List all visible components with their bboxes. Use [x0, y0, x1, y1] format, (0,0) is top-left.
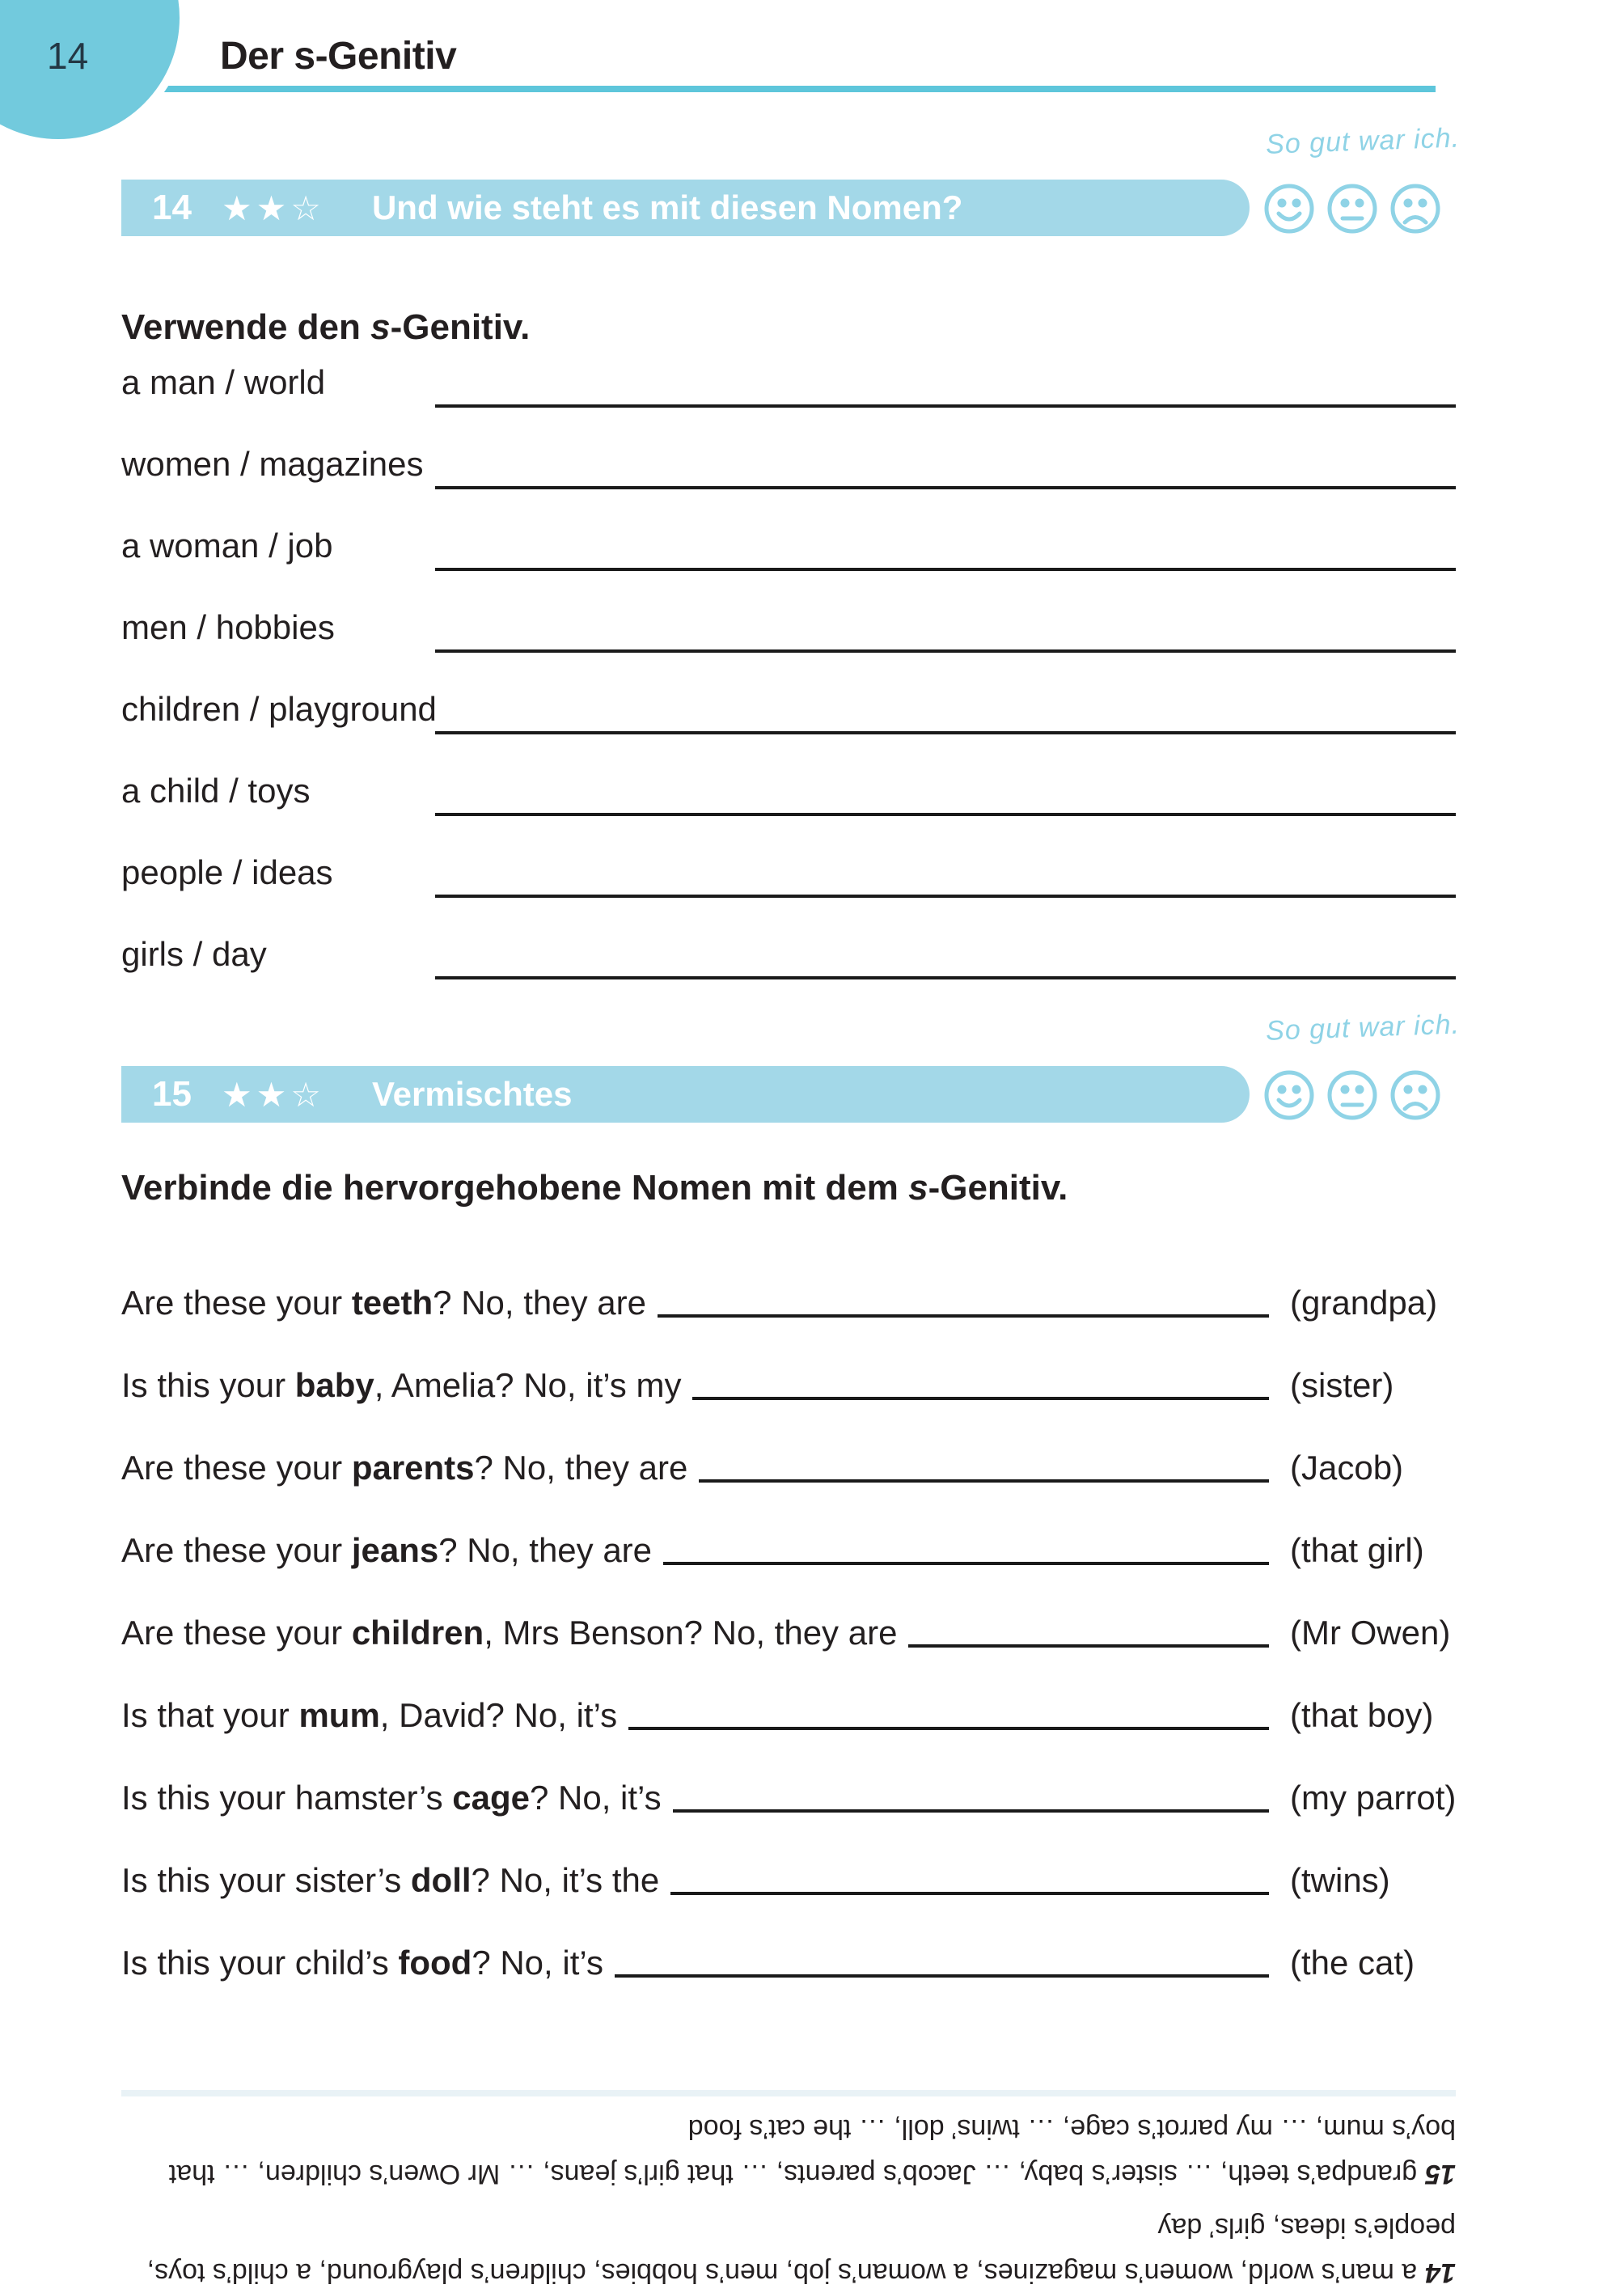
answer-text: a man’s world, women’s magazines, a woman’s job, men’s hobbies, children’s playground, a child’s toys, people’s ideas, girls’ day [146, 2212, 1456, 2288]
pair-row [121, 907, 1456, 989]
answer-blank-line[interactable] [663, 1562, 1269, 1565]
question-row [121, 1745, 1464, 1827]
happy-face-icon[interactable] [1263, 1069, 1315, 1121]
question-text [121, 1861, 659, 1900]
answer-blank-line[interactable] [435, 731, 1456, 734]
instruction-text: Verwende den [121, 307, 371, 347]
page-number: 14 [47, 35, 89, 77]
pair-row [121, 744, 1456, 826]
instruction-text: -Genitiv. [928, 1168, 1068, 1208]
answer-blank-line[interactable] [435, 976, 1456, 979]
pair-row [121, 662, 1456, 744]
pair-label: a woman / job [121, 527, 333, 565]
question-highlight: children [351, 1613, 484, 1652]
neutral-face-icon[interactable] [1326, 183, 1378, 235]
pair-label: men / hobbies [121, 608, 335, 646]
happy-face-icon[interactable] [1263, 183, 1315, 235]
answer-blank-line[interactable] [435, 813, 1456, 816]
question-row [121, 1250, 1464, 1332]
question-highlight: jeans [351, 1530, 439, 1569]
question-row [121, 1662, 1464, 1745]
question-text [121, 1944, 603, 1982]
exercise-15-instruction [121, 1168, 1068, 1208]
answer-key [121, 2090, 1456, 2293]
answer-paragraph [121, 2205, 1456, 2293]
answer-hint: (Jacob) [1290, 1448, 1404, 1487]
answer-hint: (twins) [1290, 1860, 1390, 1899]
question-highlight: food [398, 1943, 472, 1982]
answer-blank-line[interactable] [673, 1809, 1269, 1813]
question-highlight: cage [452, 1778, 530, 1817]
exercise-number: 14 [152, 188, 192, 227]
question-pre: Are these your [121, 1283, 352, 1322]
question-post: , David? No, it’s [379, 1695, 618, 1734]
pair-row [121, 826, 1456, 907]
rating-label: So gut war ich. [1265, 122, 1461, 160]
question-pre: Is that your [121, 1695, 299, 1734]
rating-smileys [1263, 183, 1441, 235]
pair-label: a man / world [121, 363, 326, 401]
answer-blank-line[interactable] [435, 568, 1456, 571]
answer-blank-line[interactable] [670, 1892, 1269, 1895]
pair-row [121, 499, 1456, 581]
pair-row [121, 336, 1456, 417]
instruction-text: Verbinde die hervorgehobene Nomen mit dem [121, 1168, 909, 1208]
answer-key-rotated [121, 2106, 1456, 2293]
question-post: ? No, it’s the [471, 1860, 660, 1899]
question-text [121, 1696, 617, 1735]
answer-blank-line[interactable] [435, 649, 1456, 653]
answer-blank-line[interactable] [615, 1974, 1269, 1978]
question-row [121, 1580, 1464, 1662]
question-text [121, 1614, 897, 1652]
question-pre: Is this your hamster’s [121, 1778, 453, 1817]
instruction-italic: s [370, 307, 391, 347]
question-highlight: doll [410, 1860, 472, 1899]
question-row [121, 1332, 1464, 1415]
answer-blank-line[interactable] [692, 1397, 1269, 1400]
question-pre: Are these your [121, 1613, 352, 1652]
answer-exercise-number: 15 [1425, 2159, 1456, 2189]
exercise-15-question-list [121, 1250, 1464, 1992]
question-row [121, 1910, 1464, 1992]
answer-blank-line[interactable] [699, 1479, 1269, 1483]
question-text [121, 1366, 681, 1405]
pair-label: people / ideas [121, 853, 333, 891]
exercise-title: Und wie steht es mit diesen Nomen? [371, 188, 963, 226]
answer-hint: (grandpa) [1290, 1283, 1438, 1322]
question-text [121, 1284, 646, 1322]
answer-blank-line[interactable] [908, 1644, 1269, 1648]
answer-blank-line[interactable] [658, 1314, 1269, 1318]
neutral-face-icon[interactable] [1326, 1069, 1378, 1121]
difficulty-stars-icon: ★★☆ [222, 1075, 325, 1114]
difficulty-stars-icon: ★★☆ [222, 188, 325, 227]
instruction-text: -Genitiv. [390, 307, 531, 347]
rating-label: So gut war ich. [1265, 1009, 1461, 1047]
sad-face-icon[interactable] [1389, 183, 1441, 235]
answer-paragraph [121, 2106, 1456, 2197]
question-pre: Is this your [121, 1365, 295, 1404]
question-highlight: baby [294, 1365, 374, 1404]
question-highlight: teeth [351, 1283, 433, 1322]
sad-face-icon[interactable] [1389, 1069, 1441, 1121]
question-post: ? No, they are [438, 1530, 653, 1569]
exercise-title: Vermischtes [371, 1075, 573, 1113]
question-post: , Amelia? No, it’s my [374, 1365, 682, 1404]
question-pre: Is this your child’s [121, 1943, 399, 1982]
pair-label: girls / day [121, 935, 267, 973]
answer-hint: (my parrot) [1290, 1778, 1457, 1817]
question-text [121, 1779, 662, 1817]
exercise-14-pair-list [121, 336, 1456, 989]
pair-label: a child / toys [121, 772, 311, 810]
page-number-circle [0, 0, 188, 147]
question-row [121, 1827, 1464, 1910]
question-highlight: parents [351, 1448, 475, 1487]
question-text [121, 1449, 687, 1487]
answer-hint: (sister) [1290, 1365, 1394, 1404]
answer-exercise-number: 14 [1425, 2257, 1456, 2288]
answer-hint: (that girl) [1290, 1530, 1424, 1569]
answer-text: grandpa’s teeth, … sister’s baby, … Jacob’s parents, … that girl’s jeans, … Mr Owen’s children, … that boy’s mum, … my parrot’s cage, … twins’ doll, … the cat’s food [168, 2113, 1456, 2189]
question-row [121, 1497, 1464, 1580]
question-post: ? No, it’s [472, 1943, 603, 1982]
answer-blank-line[interactable] [435, 895, 1456, 898]
question-pre: Is this your sister’s [121, 1860, 411, 1899]
question-post: , Mrs Benson? No, they are [484, 1613, 898, 1652]
exercise-number: 15 [152, 1074, 192, 1114]
question-post: ? No, they are [474, 1448, 688, 1487]
page-title: Der s-Genitiv [220, 35, 457, 78]
instruction-italic: s [908, 1168, 928, 1208]
answer-blank-line[interactable] [628, 1727, 1269, 1730]
question-text [121, 1531, 652, 1570]
pair-row [121, 417, 1456, 499]
header-rule [0, 86, 1436, 92]
pair-row [121, 581, 1456, 662]
question-post: ? No, they are [433, 1283, 646, 1322]
exercise-15-banner [121, 1066, 1250, 1123]
answer-blank-line[interactable] [435, 404, 1456, 408]
rating-smileys [1263, 1069, 1441, 1121]
question-highlight: mum [298, 1695, 380, 1734]
exercise-14-banner [121, 180, 1250, 236]
question-row [121, 1415, 1464, 1497]
answer-hint: (that boy) [1290, 1695, 1434, 1734]
question-post: ? No, it’s [530, 1778, 662, 1817]
pair-label: women / magazines [121, 445, 424, 483]
question-pre: Are these your [121, 1530, 352, 1569]
question-pre: Are these your [121, 1448, 352, 1487]
answer-hint: (the cat) [1290, 1943, 1415, 1982]
answer-hint: (Mr Owen) [1290, 1613, 1451, 1652]
answer-blank-line[interactable] [435, 486, 1456, 489]
pair-label: children / playground [121, 690, 437, 728]
